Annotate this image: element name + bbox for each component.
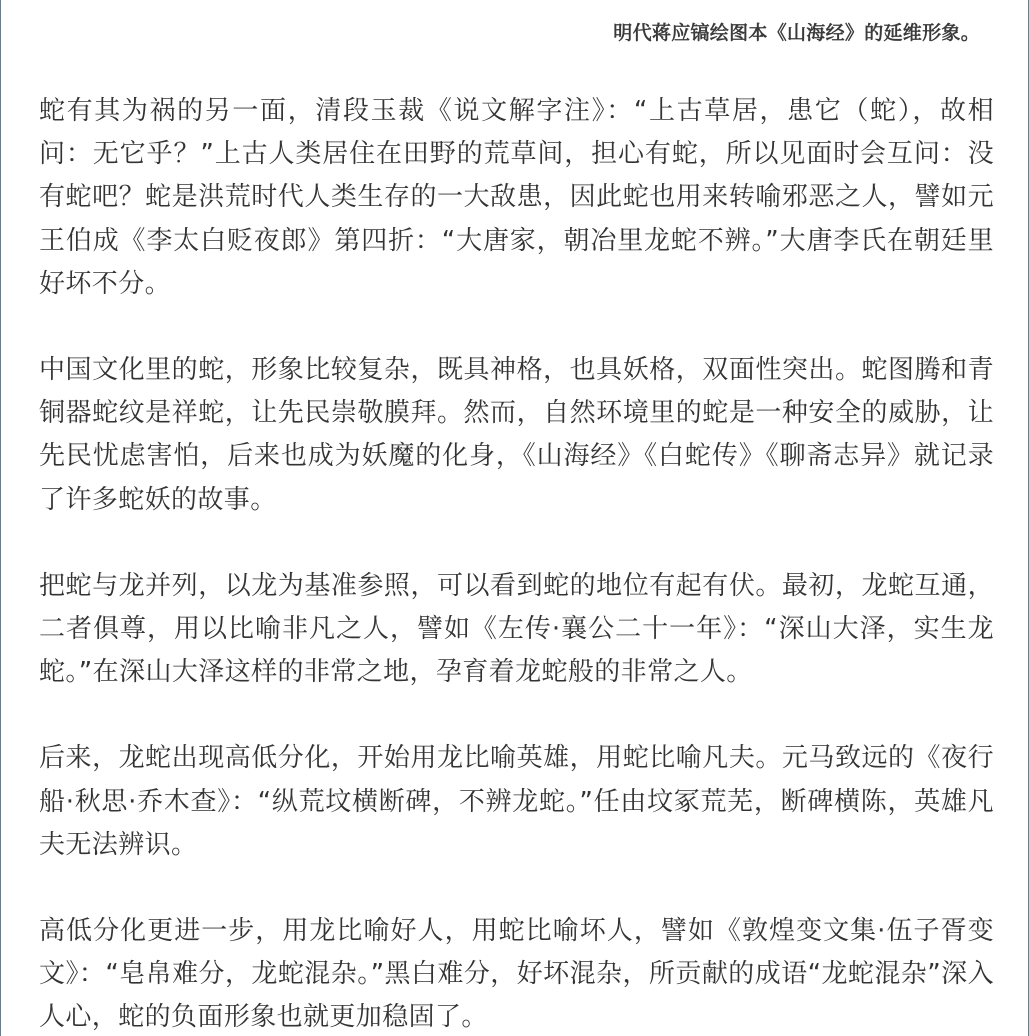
- paragraph-3: 把蛇与龙并列，以龙为基准参照，可以看到蛇的地位有起有伏。最初，龙蛇互通，二者俱尊，用以比喻非凡之人，譬如《左传·襄公二十一年》：“深山大泽，实生龙蛇。”在深山大泽这样的非常之地，孕育着龙蛇般的非常之人。: [39, 570, 994, 688]
- paragraph-2: 中国文化里的蛇，形象比较复杂，既具神格，也具妖格，双面性突出。蛇图腾和青铜器蛇纹是祥蛇，让先民崇敬膜拜。然而，自然环境里的蛇是一种安全的威胁，让先民忧虑害怕，后来也成为妖魔的化身，《山海经》《白蛇传》《聊斋志异》就记录了许多蛇妖的故事。: [39, 355, 994, 515]
- paragraph-4: 后来，龙蛇出现高低分化，开始用龙比喻英雄，用蛇比喻凡夫。元马致远的《夜行船·秋思·乔木查》：“纵荒坟横断碑，不辨龙蛇。”任由坟冢荒芜，断碑横陈，英雄凡夫无法辨识。: [39, 743, 994, 860]
- paragraph-1: 蛇有其为祸的另一面，清段玉裁《说文解字注》：“上古草居，患它（蛇），故相问：无它乎？”上古人类居住在田野的荒草间，担心有蛇，所以见面时会互问：没有蛇吧？蛇是洪荒时代人类生存的一大敌患，因此蛇也用来转喻邪恶之人，譬如元王伯成《李太白贬夜郎》第四折：“大唐家，朝冶里龙蛇不辨。”大唐李氏在朝廷里好坏不分。: [39, 96, 994, 299]
- paragraph-5: 高低分化更进一步，用龙比喻好人，用蛇比喻坏人，譬如《敦煌变文集·伍子胥变文》：“皂帛难分，龙蛇混杂。”黑白难分，好坏混杂，所贡献的成语“龙蛇混杂”深入人心，蛇的负面形象也就更加稳固了。: [39, 916, 994, 1033]
- image-caption: 明代蒋应镐绘图本《山海经》的延维形象。: [613, 22, 980, 44]
- article-body: [39, 90, 994, 1036]
